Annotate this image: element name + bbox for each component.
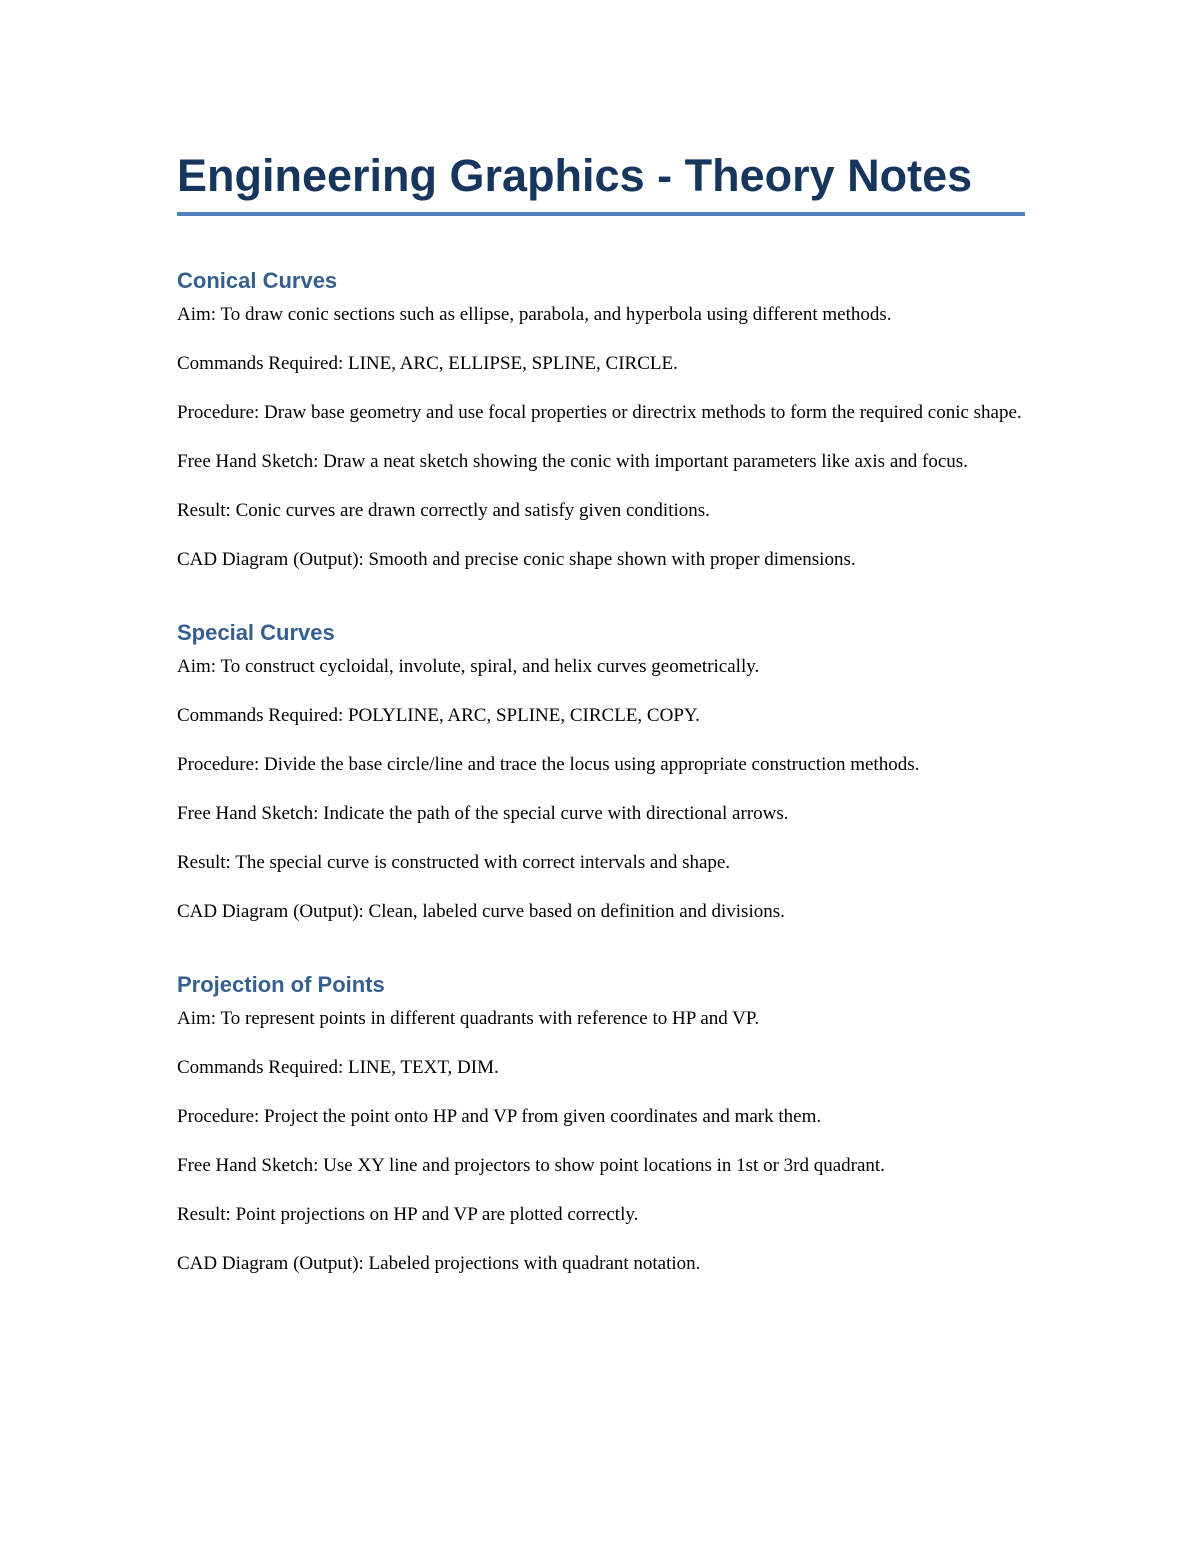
section-projection-of-points xyxy=(177,968,1025,1278)
document-content xyxy=(177,140,1025,1320)
procedure-paragraph: Procedure: Draw base geometry and use focal properties or directrix methods to form the required conic shape. xyxy=(177,402,1022,423)
result-paragraph: Result: Conic curves are drawn correctly and satisfy given conditions. xyxy=(177,500,710,521)
sketch-paragraph: Free Hand Sketch: Use XY line and projectors to show point locations in 1st or 3rd quadrant. xyxy=(177,1155,885,1176)
sketch-paragraph: Free Hand Sketch: Indicate the path of the special curve with directional arrows. xyxy=(177,803,789,824)
section-special-curves xyxy=(177,616,1025,926)
procedure-paragraph: Procedure: Project the point onto HP and VP from given coordinates and mark them. xyxy=(177,1106,822,1127)
title-underline xyxy=(177,212,1025,216)
section-conical-curves xyxy=(177,264,1025,574)
commands-paragraph: Commands Required: LINE, TEXT, DIM. xyxy=(177,1057,499,1078)
cad-diagram-paragraph: CAD Diagram (Output): Clean, labeled curve based on definition and divisions. xyxy=(177,901,785,922)
aim-paragraph: Aim: To draw conic sections such as ellipse, parabola, and hyperbola using different methods. xyxy=(177,304,892,325)
commands-paragraph: Commands Required: POLYLINE, ARC, SPLINE, CIRCLE, COPY. xyxy=(177,705,700,726)
aim-paragraph: Aim: To construct cycloidal, involute, spiral, and helix curves geometrically. xyxy=(177,656,760,677)
result-paragraph: Result: Point projections on HP and VP are plotted correctly. xyxy=(177,1204,639,1225)
procedure-paragraph: Procedure: Divide the base circle/line and trace the locus using appropriate construction methods. xyxy=(177,754,920,775)
section-heading: Projection of Points xyxy=(177,972,385,997)
cad-diagram-paragraph: CAD Diagram (Output): Smooth and precise conic shape shown with proper dimensions. xyxy=(177,549,856,570)
section-heading: Conical Curves xyxy=(177,268,338,293)
section-heading: Special Curves xyxy=(177,620,335,645)
commands-paragraph: Commands Required: LINE, ARC, ELLIPSE, SPLINE, CIRCLE. xyxy=(177,353,678,374)
sketch-paragraph: Free Hand Sketch: Draw a neat sketch showing the conic with important parameters like axis and focus. xyxy=(177,451,968,472)
document-title: Engineering Graphics - Theory Notes xyxy=(177,150,973,201)
cad-diagram-paragraph: CAD Diagram (Output): Labeled projections with quadrant notation. xyxy=(177,1253,701,1274)
result-paragraph: Result: The special curve is constructed with correct intervals and shape. xyxy=(177,852,731,873)
aim-paragraph: Aim: To represent points in different quadrants with reference to HP and VP. xyxy=(177,1008,760,1029)
